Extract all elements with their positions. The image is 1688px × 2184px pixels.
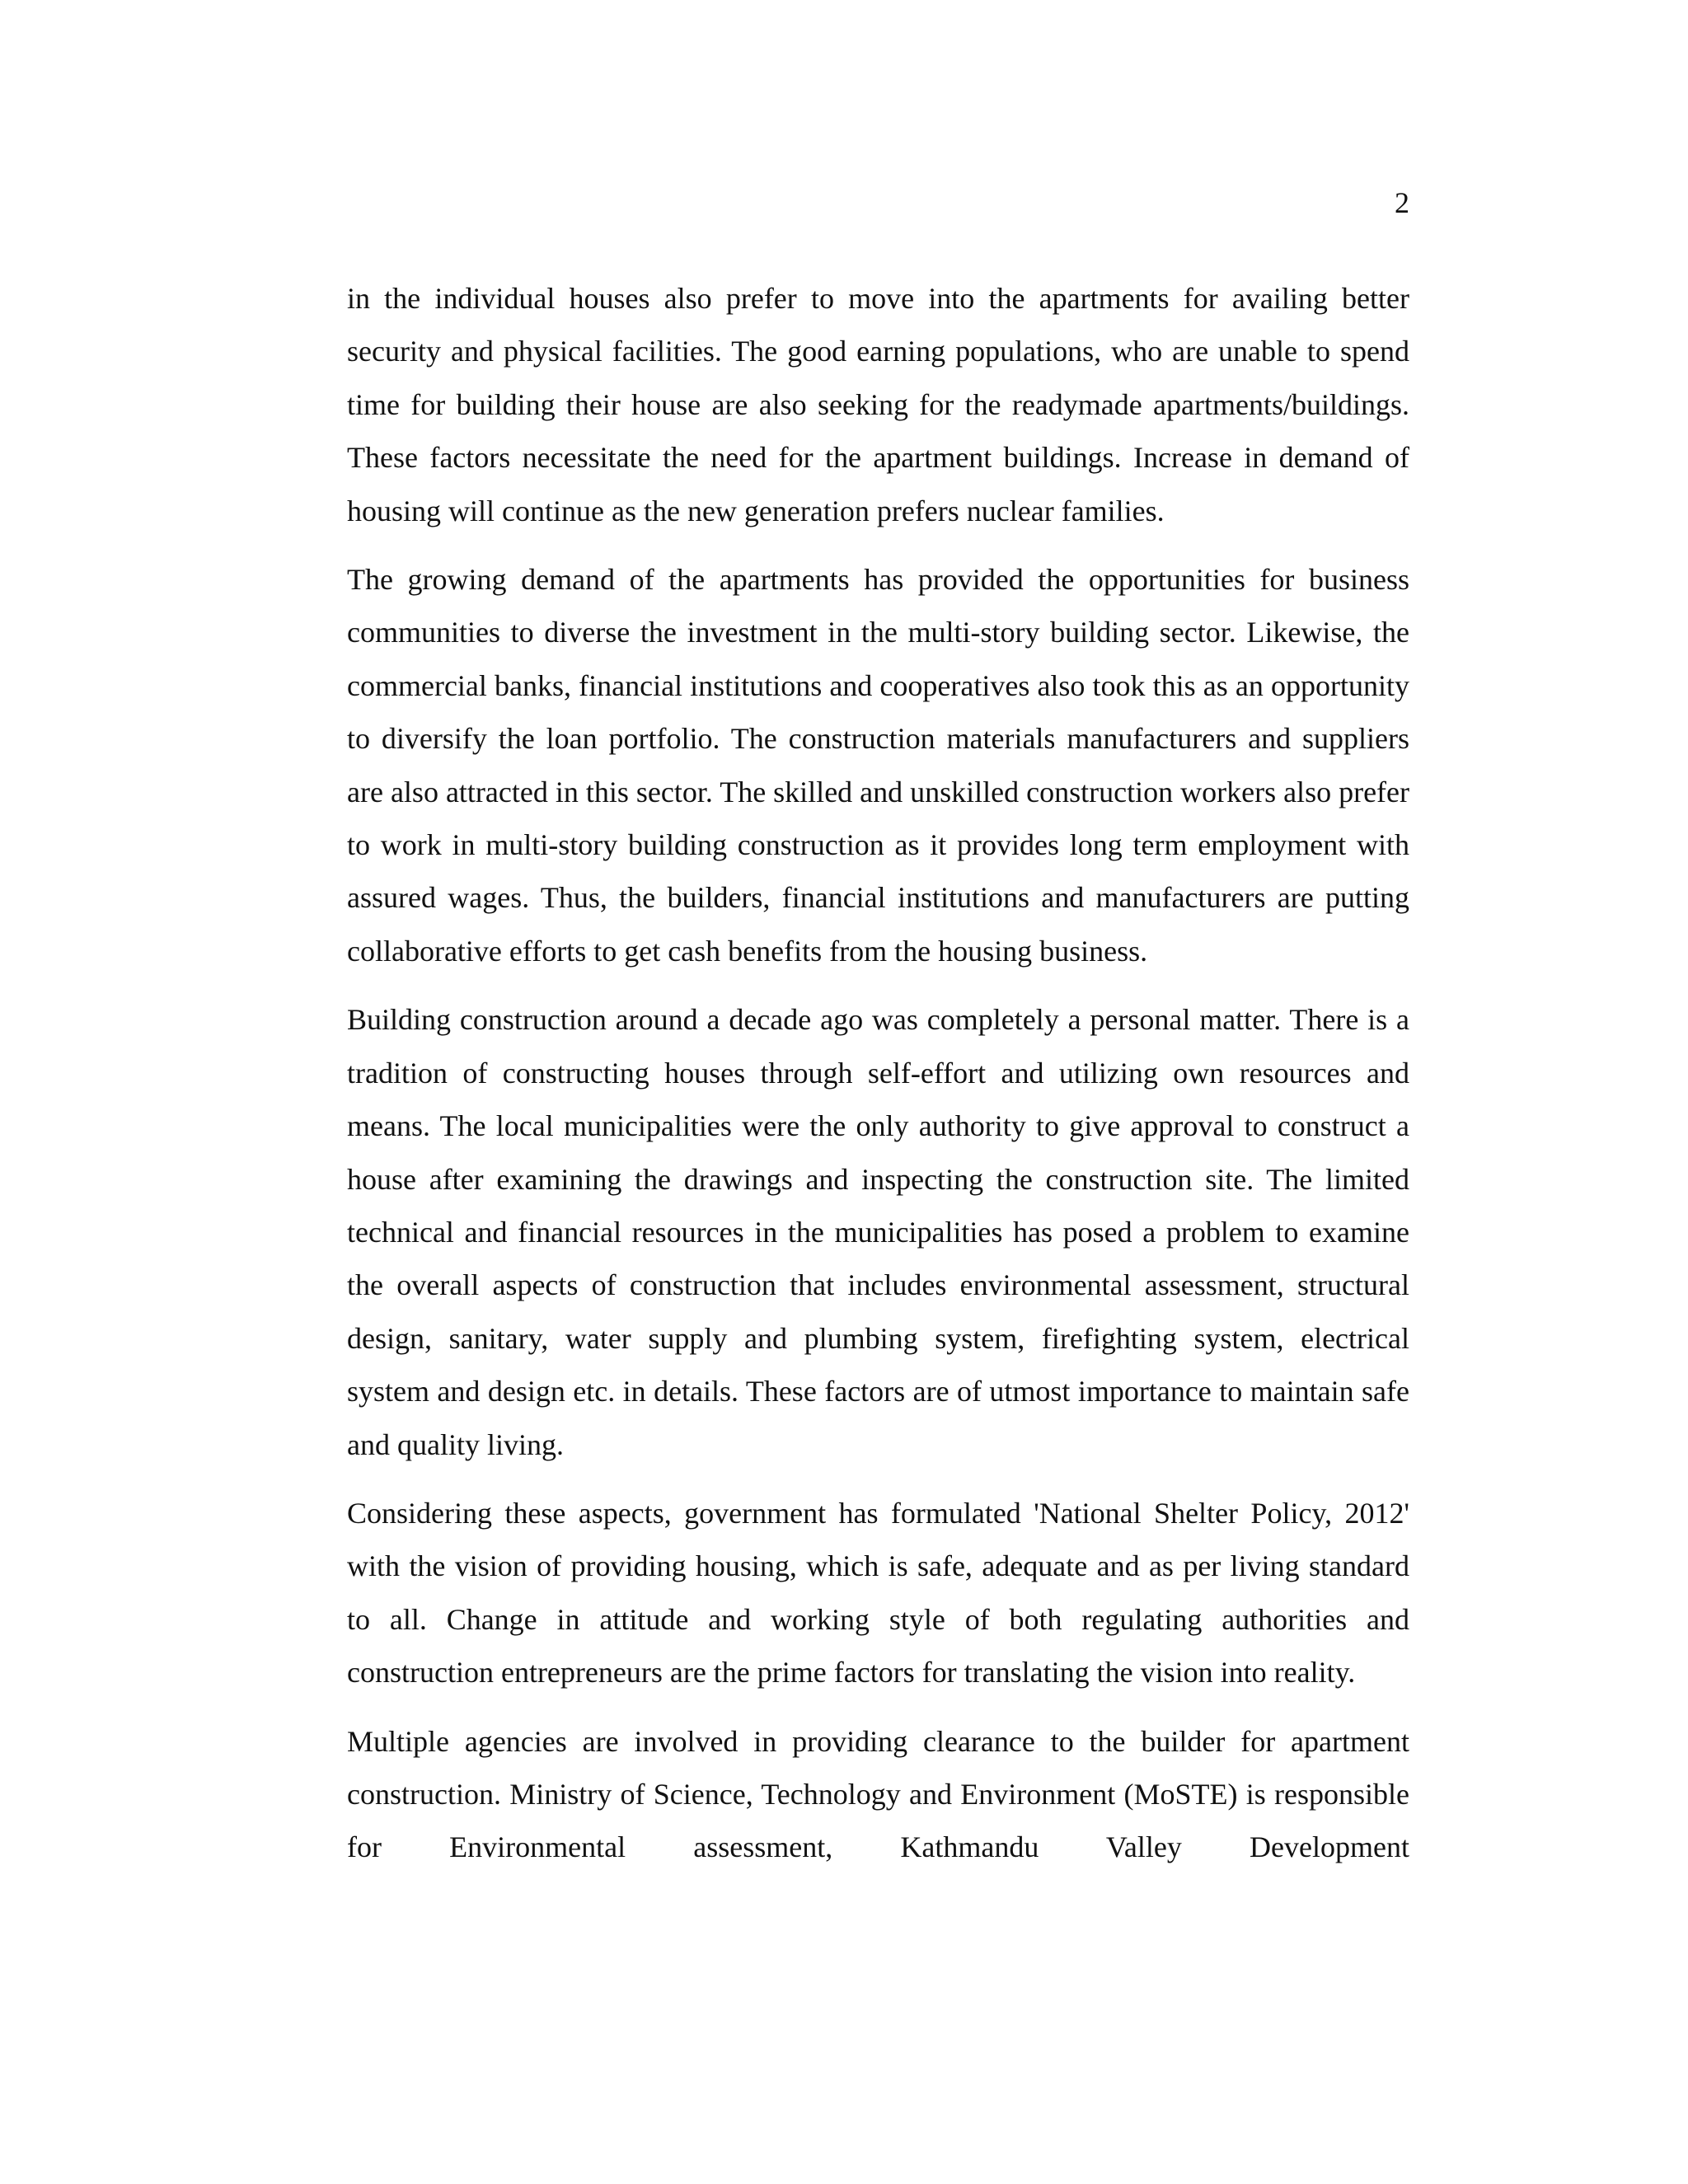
paragraph-5: Multiple agencies are involved in providing clearance to the builder for apartment construction. Ministry of Science, Technology and Environment (MoSTE) is responsible for Environmental assessment, Kathmandu Valley Development — [347, 1724, 1409, 1864]
paragraph-4: Considering these aspects, government has formulated 'National Shelter Policy, 2012' with the vision of providing housing, which is safe, adequate and as per living standard to all. Change in attitude and working style of both regulating authorities and construction entrepreneurs are the prime factors for translating the vision into reality. — [347, 1496, 1409, 1690]
paragraph-3: Building construction around a decade ago was completely a personal matter. There is a tradition of constructing houses through self-effort and utilizing own resources and means. The local municipalities were the only authority to give approval to construct a house after examining the drawings and inspecting the construction site. The limited technical and financial resources in the municipalities has posed a problem to examine the overall aspects of construction that includes environmental assessment, structural design, sanitary, water supply and plumbing system, firefighting system, electrical system and design etc. in details. These factors are of utmost importance to maintain safe and quality living. — [347, 1003, 1409, 1461]
page-number: 2 — [1395, 186, 1409, 219]
paragraph-2: The growing demand of the apartments has provided the opportunities for business communities to diverse the investment in the multi-story building sector. Likewise, the commercial banks, financial institutions and cooperatives also took this as an opportunity to diversify the loan portfolio. The construction materials manufacturers and suppliers are also attracted in this sector. The skilled and unskilled construction workers also prefer to work in multi-story building construction as it provides long term employment with assured wages. Thus, the builders, financial institutions and manufacturers are putting collaborative efforts to get cash benefits from the housing business. — [347, 563, 1409, 968]
body-text — [347, 272, 1409, 1874]
paragraph-1: in the individual houses also prefer to move into the apartments for availing better security and physical facilities. The good earning populations, who are unable to spend time for building their house are also seeking for the readymade apartments/buildings. These factors necessitate the need for the apartment buildings. Increase in demand of housing will continue as the new generation prefers nuclear families. — [347, 282, 1409, 527]
